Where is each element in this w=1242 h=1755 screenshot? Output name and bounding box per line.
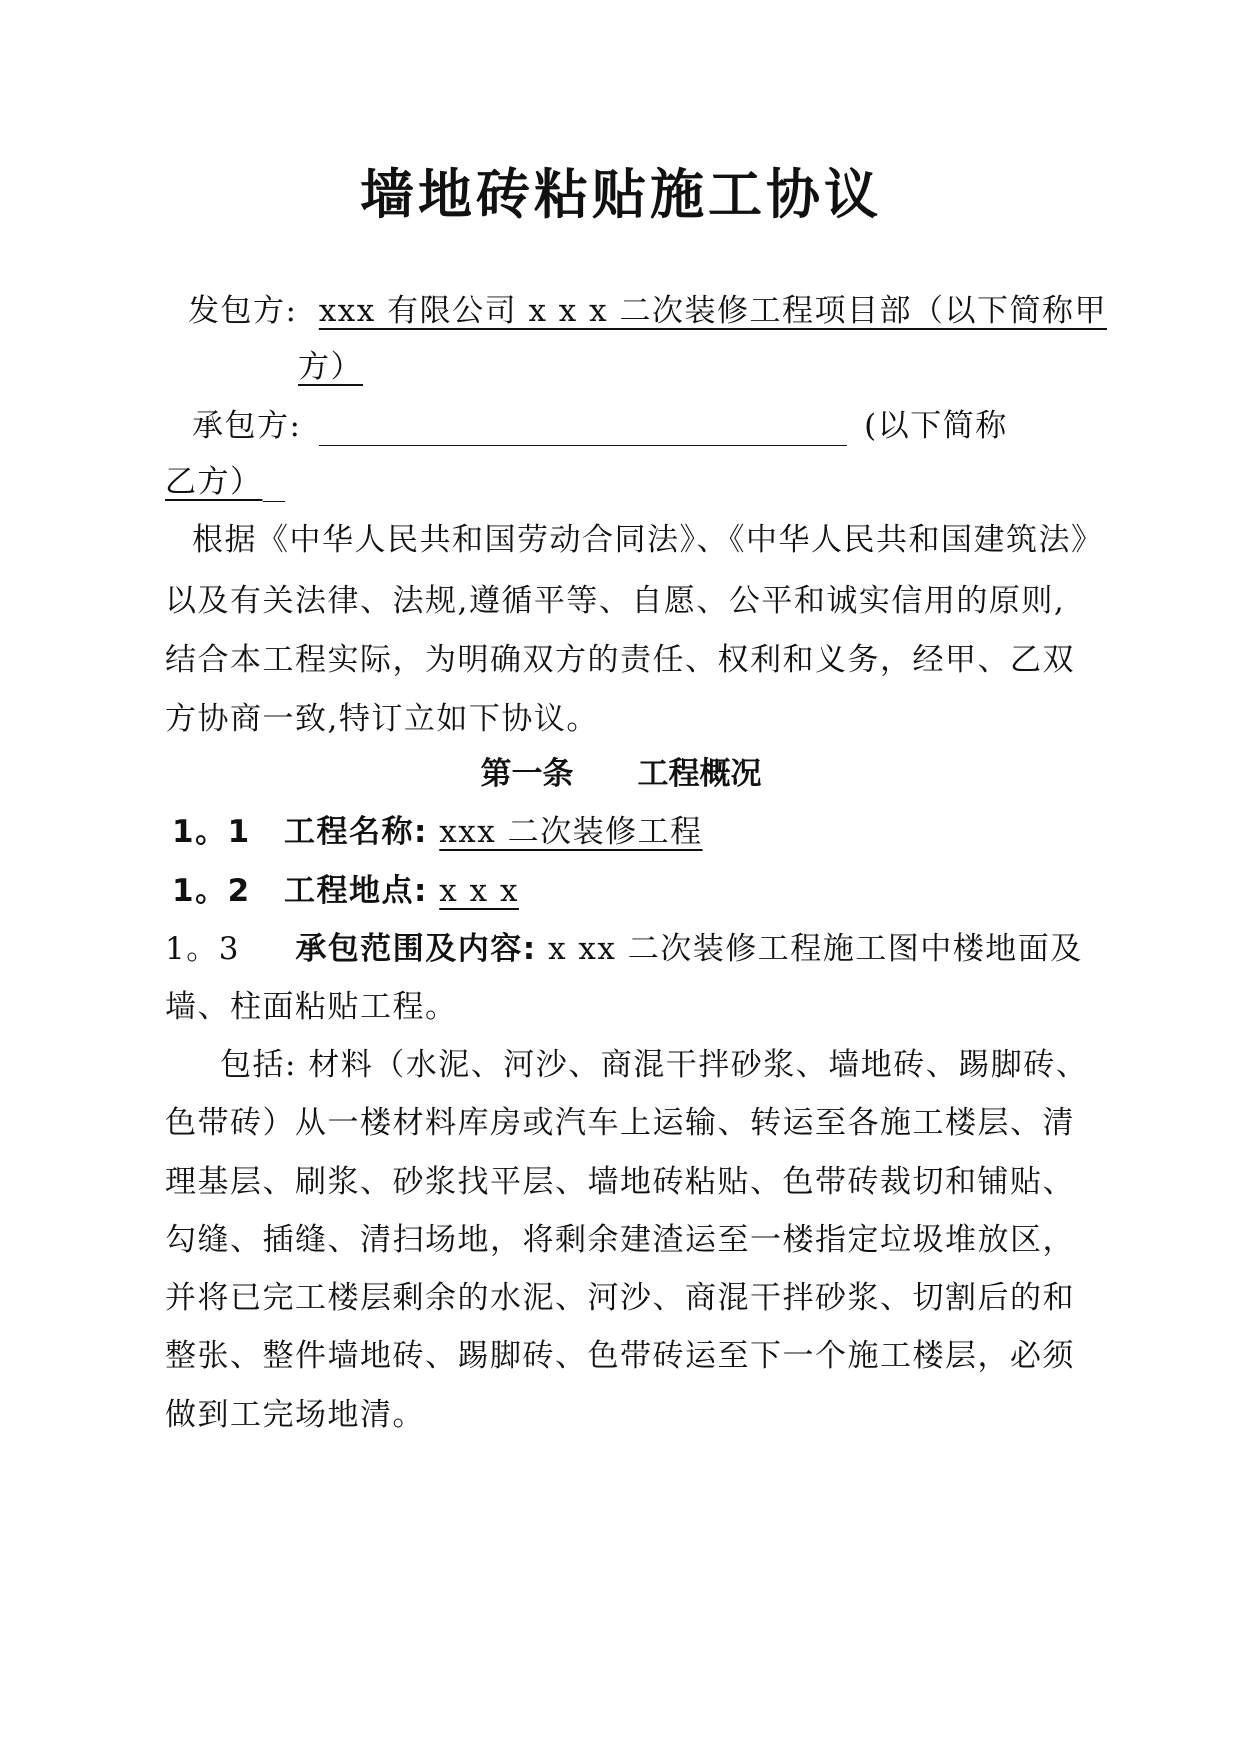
includes-line: 理基层、刷浆、砂浆找平层、墙地砖粘贴、色带砖裁切和铺贴、 bbox=[165, 1164, 1075, 1200]
article-number: 第一条 bbox=[480, 756, 574, 792]
employer-name: xxx 有限公司 x x x 二次装修工程项目部（以下简称甲 bbox=[318, 293, 1107, 329]
item-label: 工程地点: bbox=[284, 873, 428, 909]
scope-text: x xx 二次装修工程施工图中楼地面及 bbox=[548, 931, 1083, 967]
item-number: 1。2 bbox=[172, 873, 251, 909]
item-label: 工程名称: bbox=[284, 814, 428, 850]
item-number: 1。3 bbox=[165, 931, 240, 967]
contractor-abbrev: 乙方） bbox=[165, 464, 263, 500]
includes-line: 整张、整件墙地砖、踢脚砖、色带砖运至下一个施工楼层，必须 bbox=[165, 1338, 1075, 1374]
item-1-1 bbox=[172, 812, 703, 852]
preamble-line: 结合本工程实际，为明确双方的责任、权利和义务，经甲、乙双 bbox=[165, 642, 1075, 678]
includes-line: 色带砖）从一楼材料库房或汽车上运输、转运至各施工楼层、清 bbox=[165, 1105, 1075, 1141]
employer-line-2 bbox=[298, 347, 363, 387]
employer-line-1 bbox=[188, 291, 1107, 331]
item-number: 1。1 bbox=[172, 814, 251, 850]
contractor-label: 承包方: bbox=[192, 408, 302, 444]
contractor-name-blank[interactable] bbox=[319, 411, 847, 446]
item-label: 承包范围及内容: bbox=[295, 931, 537, 967]
includes-line: 并将已完工楼层剩余的水泥、河沙、商混干拌砂浆、切割后的和 bbox=[165, 1280, 1075, 1316]
preamble-line: 以及有关法律、法规,遵循平等、自愿、公平和诚实信用的原则, bbox=[165, 583, 1066, 619]
item-1-2 bbox=[172, 871, 519, 911]
employer-label: 发包方: bbox=[188, 293, 298, 329]
project-location: x x x bbox=[439, 873, 519, 909]
includes-line: 做到工完场地清。 bbox=[165, 1397, 425, 1433]
article-title: 工程概况 bbox=[637, 756, 762, 792]
contractor-suffix: (以下简称 bbox=[864, 408, 1008, 444]
contractor-line-1 bbox=[192, 406, 1008, 446]
employer-name-cont: 方） bbox=[298, 349, 363, 385]
item-1-3-cont: 墙、柱面粘贴工程。 bbox=[165, 989, 458, 1025]
contractor-line-2 bbox=[165, 462, 285, 502]
preamble-line: 方协商一致,特订立如下协议。 bbox=[165, 701, 599, 737]
article-1-heading bbox=[0, 754, 1242, 794]
project-name: xxx 二次装修工程 bbox=[439, 814, 703, 850]
includes-line: 勾缝、插缝、清扫场地，将剩余建渣运至一楼指定垃圾堆放区， bbox=[165, 1222, 1075, 1258]
includes-line: 包括: 材料（水泥、河沙、商混干拌砂浆、墙地砖、踢脚砖、 bbox=[220, 1047, 1089, 1083]
preamble-line: 根据《中华人民共和国劳动合同法》、《中华人民共和国建筑法》 bbox=[192, 522, 1104, 558]
document-title: 墙地砖粘贴施工协议 bbox=[360, 163, 882, 226]
item-1-3 bbox=[165, 929, 1083, 969]
